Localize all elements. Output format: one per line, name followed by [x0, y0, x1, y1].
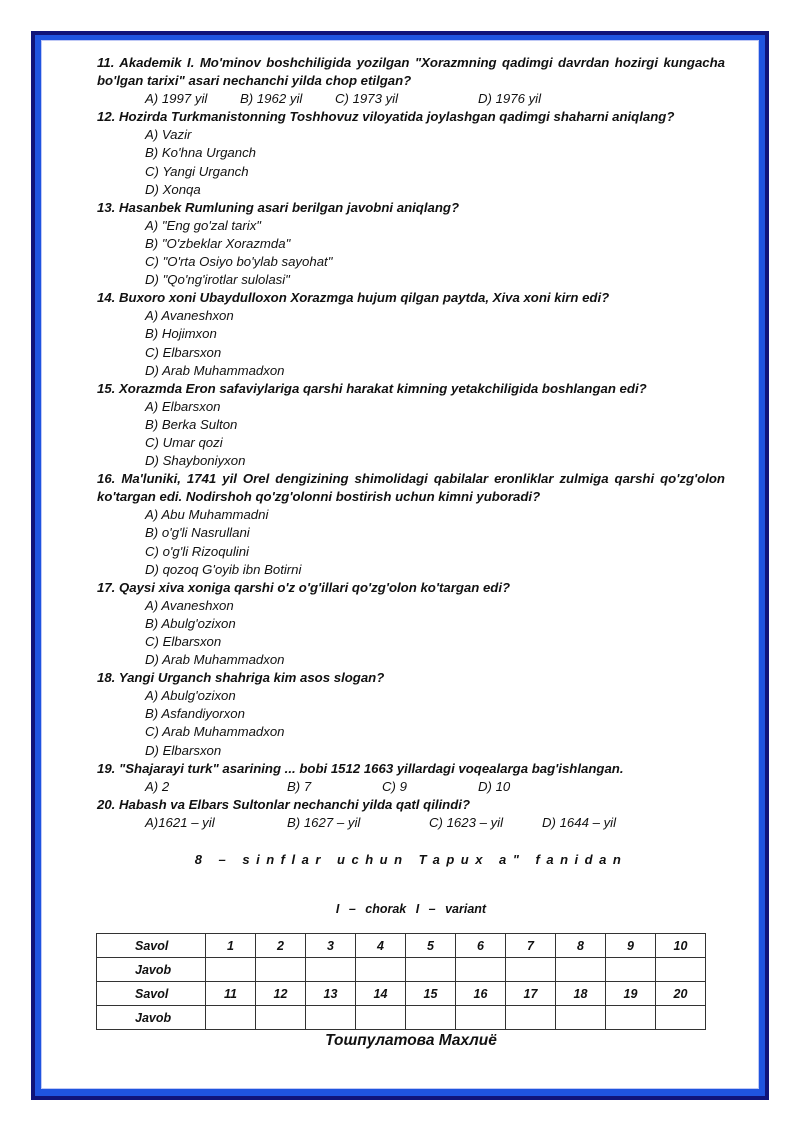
question-block	[97, 470, 725, 579]
question-text: 19. "Shajarayi turk" asarining ... bobi 1512 1663 yillardagi voqealarga bag'ishlangan.	[97, 760, 624, 776]
answer-cell[interactable]	[206, 1006, 256, 1030]
question-text: 16. Ma'luniki, 1741 yil Orel dengizining shimolidagi qabilalar eronliklar zulmiga qarshi qo'zg'olon ko'targan edi. Nodirshoh qo'zg'olonni bostirish uchun kimni yuboradi?	[97, 471, 725, 505]
question-number-cell: 19	[606, 982, 656, 1006]
answer-option: D) "Qo'ng'irotlar sulolasi"	[145, 272, 290, 288]
answer-option: B) 1627 – yil	[287, 814, 361, 830]
question-text: 14. Buxoro xoni Ubaydulloxon Xorazmga hujum qilgan paytda, Xiva xoni kirn edi?	[97, 290, 610, 306]
question-text: 20. Habash va Elbars Sultonlar nechanchi yilda qatl qilindi?	[97, 796, 471, 812]
answer-option: D) Arab Muhammadxon	[145, 652, 285, 668]
answer-option: A) Avaneshxon	[145, 597, 234, 613]
question-number-cell: 15	[406, 982, 456, 1006]
row-label: Savol	[97, 934, 206, 958]
question-number-row	[97, 934, 706, 958]
answer-option: A) "Eng go'zal tarix"	[145, 217, 261, 233]
author-signature: Тошпулатова Махлиё	[325, 1032, 497, 1049]
answer-cell[interactable]	[656, 958, 706, 982]
question-number-cell: 9	[606, 934, 656, 958]
answer-cell[interactable]	[456, 958, 506, 982]
subject-line: 8 – sinflar uchun Tapux a" fanidan	[194, 852, 628, 867]
question-block	[97, 289, 725, 379]
answer-option: D) Elbarsxon	[145, 742, 222, 758]
answer-option: C) Arab Muhammadxon	[145, 724, 285, 740]
question-number-cell: 4	[356, 934, 406, 958]
answer-option: D) Arab Muhammadxon	[145, 362, 285, 378]
answer-option: B) "O'zbeklar Xorazmda"	[145, 235, 291, 251]
answer-table	[96, 933, 706, 1030]
question-text: 13. Hasanbek Rumluning asari berilgan javobni aniqlang?	[97, 199, 460, 215]
answer-option: A) Abu Muhammadni	[145, 507, 269, 523]
question-number-cell: 12	[256, 982, 306, 1006]
answer-cell[interactable]	[556, 1006, 606, 1030]
answer-option: C) "O'rta Osiyo bo'ylab sayohat"	[145, 254, 333, 270]
answer-option: A) Avaneshxon	[145, 308, 234, 324]
question-number-cell: 7	[506, 934, 556, 958]
answer-cell[interactable]	[356, 958, 406, 982]
question-text: 17. Qaysi xiva xoniga qarshi o'z o'g'illari qo'zg'olon ko'targan edi?	[97, 579, 511, 595]
answer-option: A) Elbarsxon	[145, 398, 221, 414]
question-block	[97, 108, 725, 198]
answer-cell[interactable]	[306, 1006, 356, 1030]
row-label: Savol	[97, 982, 206, 1006]
answer-option: D) Xonqa	[145, 181, 201, 197]
answer-option: C) 1623 – yil	[429, 814, 504, 830]
answer-option: A) 2	[145, 778, 170, 794]
answer-row	[97, 1006, 706, 1030]
question-number-cell: 6	[456, 934, 506, 958]
answer-option: B) Asfandiyorxon	[145, 706, 245, 722]
answer-cell[interactable]	[456, 1006, 506, 1030]
answer-option: A) 1997 yil	[145, 91, 208, 107]
answer-cell[interactable]	[256, 1006, 306, 1030]
question-number-row	[97, 982, 706, 1006]
answer-option: B) o'g'li Nasrullani	[145, 525, 250, 541]
options-row	[97, 90, 725, 108]
answer-option: C) o'g'li Rizoqulini	[145, 543, 249, 559]
question-block	[97, 54, 725, 108]
answer-cell[interactable]	[206, 958, 256, 982]
options-row	[97, 814, 725, 832]
question-text: 11. Akademik I. Mo'minov boshchiligida yozilgan "Xorazmning qadimgi davrdan hozirgi kungacha bo'lgan tarixi" asari nechanchi yilda chop etilgan?	[97, 55, 725, 89]
question-number-cell: 1	[206, 934, 256, 958]
answer-option: C) Elbarsxon	[145, 634, 222, 649]
question-number-cell: 8	[556, 934, 606, 958]
question-number-cell: 2	[256, 934, 306, 958]
answer-option: B) Ko'hna Urganch	[145, 145, 257, 161]
question-number-cell: 3	[306, 934, 356, 958]
answer-option: D) 10	[478, 778, 511, 794]
question-number-cell: 16	[456, 982, 506, 1006]
answer-option: C) 9	[382, 778, 407, 794]
question-block	[97, 760, 725, 796]
variant-line: I – chorak I – variant	[335, 902, 487, 916]
answer-row	[97, 958, 706, 982]
row-label: Javob	[97, 958, 206, 982]
question-text: 12. Hozirda Turkmanistonning Toshhovuz viloyatida joylashgan qadimgi shaharni aniqlang?	[97, 109, 675, 125]
answer-cell[interactable]	[406, 958, 456, 982]
question-block	[97, 380, 725, 470]
answer-option: C) Elbarsxon	[145, 344, 222, 360]
answer-option: B) Abulg'ozixon	[145, 615, 236, 631]
answer-cell[interactable]	[606, 958, 656, 982]
question-number-cell: 5	[406, 934, 456, 958]
answer-option: C) Umar qozi	[145, 434, 223, 450]
question-number-cell: 14	[356, 982, 406, 1006]
question-number-cell: 11	[206, 982, 256, 1006]
answer-option: B) Berka Sulton	[145, 416, 238, 432]
answer-option: A) Abulg'ozixon	[145, 688, 236, 704]
answer-cell[interactable]	[256, 958, 306, 982]
question-block	[97, 199, 725, 289]
answer-option: A) Vazir	[145, 127, 192, 143]
answer-cell[interactable]	[356, 1006, 406, 1030]
answer-option: C) Yangi Urganch	[145, 163, 249, 179]
answer-option: C) 1973 yil	[335, 91, 399, 107]
question-block	[97, 669, 725, 759]
question-block	[97, 796, 725, 832]
question-number-cell: 18	[556, 982, 606, 1006]
answer-option: B) Hojimxon	[145, 326, 217, 342]
question-list	[97, 54, 725, 832]
answer-option: D) 1644 – yil	[542, 814, 617, 830]
question-block	[97, 579, 725, 669]
answer-option: A)1621 – yil	[145, 814, 215, 830]
answer-cell[interactable]	[506, 1006, 556, 1030]
options-row	[97, 778, 725, 796]
question-number-cell: 17	[506, 982, 556, 1006]
answer-cell[interactable]	[506, 958, 556, 982]
question-number-cell: 20	[656, 982, 706, 1006]
question-number-cell: 10	[656, 934, 706, 958]
row-label: Javob	[97, 1006, 206, 1030]
question-text: 18. Yangi Urganch shahriga kim asos slogan?	[97, 670, 385, 686]
question-number-cell: 13	[306, 982, 356, 1006]
answer-cell[interactable]	[606, 1006, 656, 1030]
answer-option: B) 1962 yil	[240, 91, 303, 107]
answer-option: D) 1976 yil	[478, 91, 542, 107]
answer-option: D) qozoq G'oyib ibn Botirni	[145, 561, 302, 577]
answer-cell[interactable]	[656, 1006, 706, 1030]
answer-cell[interactable]	[306, 958, 356, 982]
answer-option: B) 7	[287, 778, 312, 794]
question-text: 15. Xorazmda Eron safaviylariga qarshi harakat kimning yetakchiligida boshlangan edi?	[97, 380, 647, 396]
answer-option: D) Shayboniyxon	[145, 453, 246, 469]
answer-cell[interactable]	[406, 1006, 456, 1030]
answer-cell[interactable]	[556, 958, 606, 982]
